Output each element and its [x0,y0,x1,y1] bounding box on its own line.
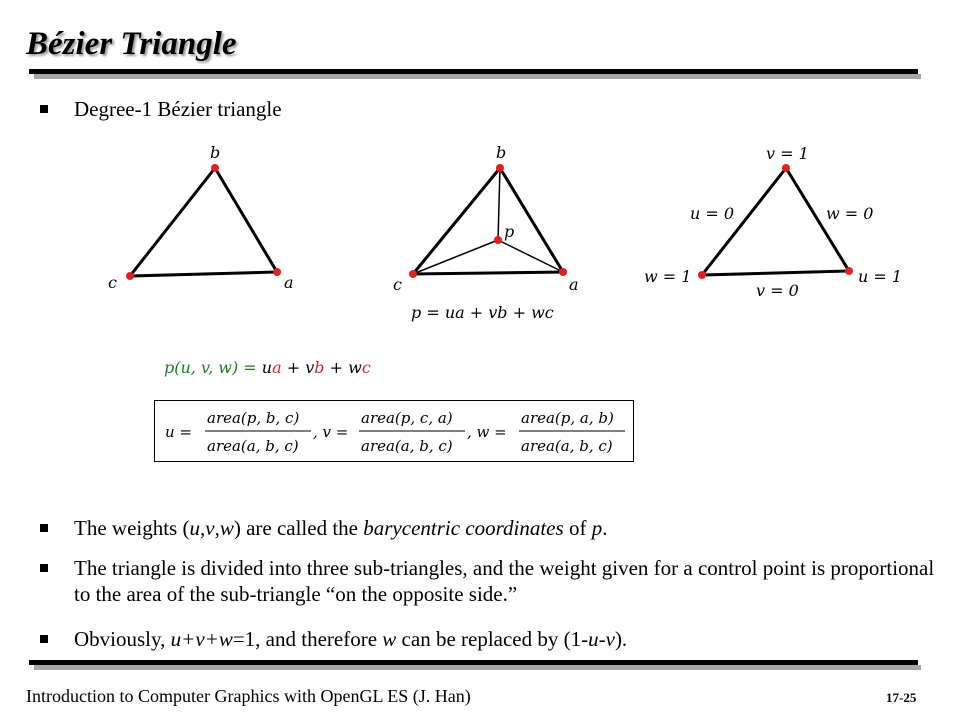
weight-u-lhs: u = [165,423,192,441]
equation-u: u [261,358,273,377]
footer-course-title: Introduction to Computer Graphics with OpenGL ES (J. Han) [26,686,471,706]
equation-a: a [272,358,282,377]
label-a: a [569,275,579,294]
equation-plus-2: + [324,358,349,377]
caption-p-equation: p = ua + vb + wc [411,303,554,322]
bullet-text: Degree-1 Bézier triangle [74,97,282,121]
footer-rule [29,660,918,665]
label-u-equals-0: u = 0 [690,204,735,223]
label-c: c [393,275,402,294]
label-w-equals-1: w = 1 [644,267,692,286]
control-point-b [496,164,504,172]
footer-page-number: 17-25 [886,690,917,705]
interior-point-p [494,236,502,244]
diagram-barycentric-triangle [644,144,902,300]
bullet-marker [40,564,48,572]
label-v-equals-0: v = 0 [756,281,799,300]
bullet-text: The weights (u,v,w) are called the barycentric coordinates of p. [74,516,608,540]
label-p: p [504,222,515,241]
weight-w-denominator: area(a, b, c) [521,437,613,455]
label-u-equals-1: u = 1 [858,267,903,286]
title-rule [29,69,918,74]
control-point-top [782,164,790,172]
weight-v-lhs: , v = [313,423,349,441]
label-w-equals-0: w = 0 [826,204,874,223]
control-point-c [126,272,134,280]
equation-b: b [314,358,325,377]
svg-text:p(u, v, w) = ua + vb + wc [164,358,371,377]
weight-v-denominator: area(a, b, c) [361,437,453,455]
label-c: c [108,273,117,292]
weights-formula [155,401,633,461]
label-b: b [496,143,507,162]
weight-w-lhs: , w = [467,423,507,441]
control-point-left [698,271,706,279]
weight-u-denominator: area(a, b, c) [207,437,299,455]
control-point-right [845,267,853,275]
equation-v: v [305,358,315,377]
weight-w-numerator: area(p, a, b) [521,409,614,427]
equation-lhs: p(u, v, w) = [164,358,262,377]
label-v-equals-1: v = 1 [766,144,809,163]
bullet-text: The triangle is divided into three sub-triangles, and the weight given for a control point is proportional to the area of the sub-triangle “on the opposite side.” [74,556,935,606]
footer-rule-shadow [34,665,921,670]
label-b: b [210,143,221,162]
bullet-text: Obviously, u+v+w=1, and therefore w can be replaced by (1-u-v). [74,627,628,651]
bezier-equation [160,352,440,382]
equation-c: c [361,358,371,377]
control-point-a [273,268,281,276]
label-a: a [284,273,294,292]
bullet-marker [40,524,48,532]
weight-v-numerator: area(p, c, a) [361,409,453,427]
control-point-c [409,270,417,278]
title-rule-shadow [34,74,921,79]
control-point-a [559,268,567,276]
weight-u-numerator: area(p, b, c) [207,409,300,427]
control-point-b [211,164,219,172]
weights-formula-box [154,400,634,462]
diagram-basic-triangle [108,143,294,292]
bullet-marker [40,635,48,643]
diagram-subdivided-triangle [393,143,579,322]
equation-plus-1: + [281,358,306,377]
equation-w: w [348,358,362,377]
bullet-marker [40,105,48,113]
slide-title: Bézier Triangle [26,26,237,62]
